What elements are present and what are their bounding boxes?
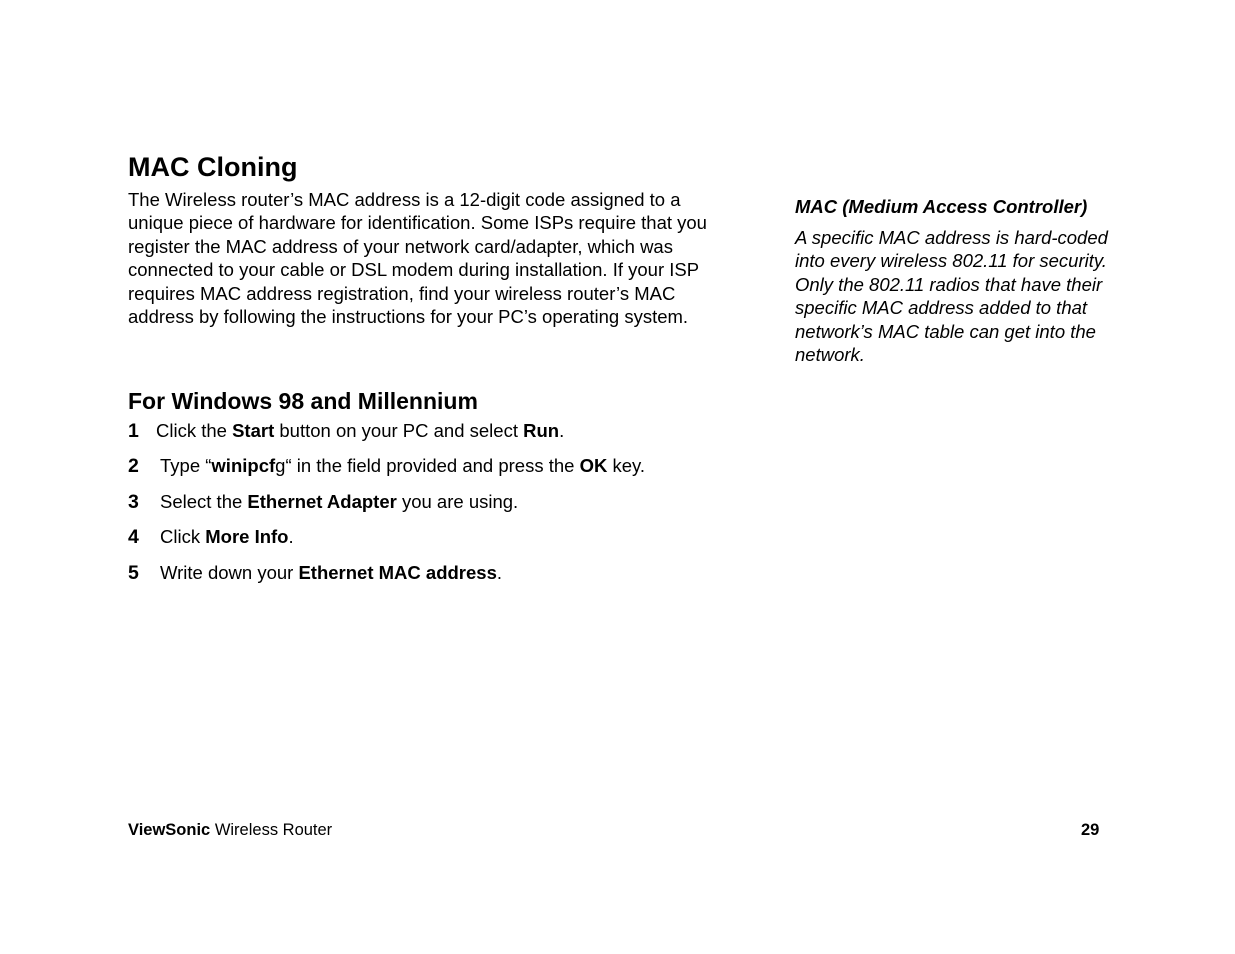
step-text: Type “winipcfg“ in the field provided and press the OK key. — [160, 455, 646, 477]
step-number: 5 — [128, 561, 139, 584]
step-text: Click More Info. — [160, 526, 294, 548]
step-number: 4 — [128, 526, 139, 549]
step-item — [128, 454, 748, 489]
step-item — [128, 561, 748, 596]
intro-paragraph: The Wireless router’s MAC address is a 12-digit code assigned to a unique piece of hardware for identification. Some ISPs require that you register the MAC address of your network card/adapter, which was connected to your cable or DSL modem during installation. If your ISP requires MAC address registration, find your wireless router’s MAC address by following the instructions for your PC’s operating system. — [128, 189, 707, 328]
step-item — [128, 419, 748, 454]
section-heading: For Windows 98 and Millennium — [128, 388, 478, 414]
step-keyword: OK — [579, 455, 608, 477]
step-keyword: winipcf — [211, 455, 276, 477]
sidebar-body: A specific MAC address is hard-coded into every wireless 802.11 for security. Only the 802.11 radios that have their specific MAC address added to that network’s MAC table can get into the network. — [795, 227, 1108, 366]
footer-product-name: Wireless Router — [210, 821, 333, 839]
step-keyword: Start — [232, 420, 275, 441]
step-number: 3 — [128, 490, 139, 513]
step-number: 2 — [128, 455, 139, 478]
step-text: Click the Start button on your PC and select Run. — [156, 420, 565, 441]
sidebar-title: MAC (Medium Access Controller) — [795, 196, 1088, 217]
step-item — [128, 525, 748, 560]
footer-product — [128, 819, 332, 841]
step-keyword: Ethernet MAC address — [298, 561, 497, 583]
steps-list — [128, 419, 748, 596]
step-keyword: More Info — [205, 526, 289, 548]
footer-brand: ViewSonic — [128, 821, 211, 839]
step-keyword: Ethernet Adapter — [247, 490, 397, 512]
step-text: Write down your Ethernet MAC address. — [160, 561, 503, 583]
sidebar-note — [795, 195, 1140, 366]
step-text: Select the Ethernet Adapter you are using. — [160, 490, 519, 512]
step-number: 1 — [128, 420, 139, 442]
page-number: 29 — [1081, 821, 1100, 839]
step-keyword: Run — [523, 420, 560, 441]
page-title: MAC Cloning — [128, 152, 298, 182]
step-item — [128, 490, 748, 525]
